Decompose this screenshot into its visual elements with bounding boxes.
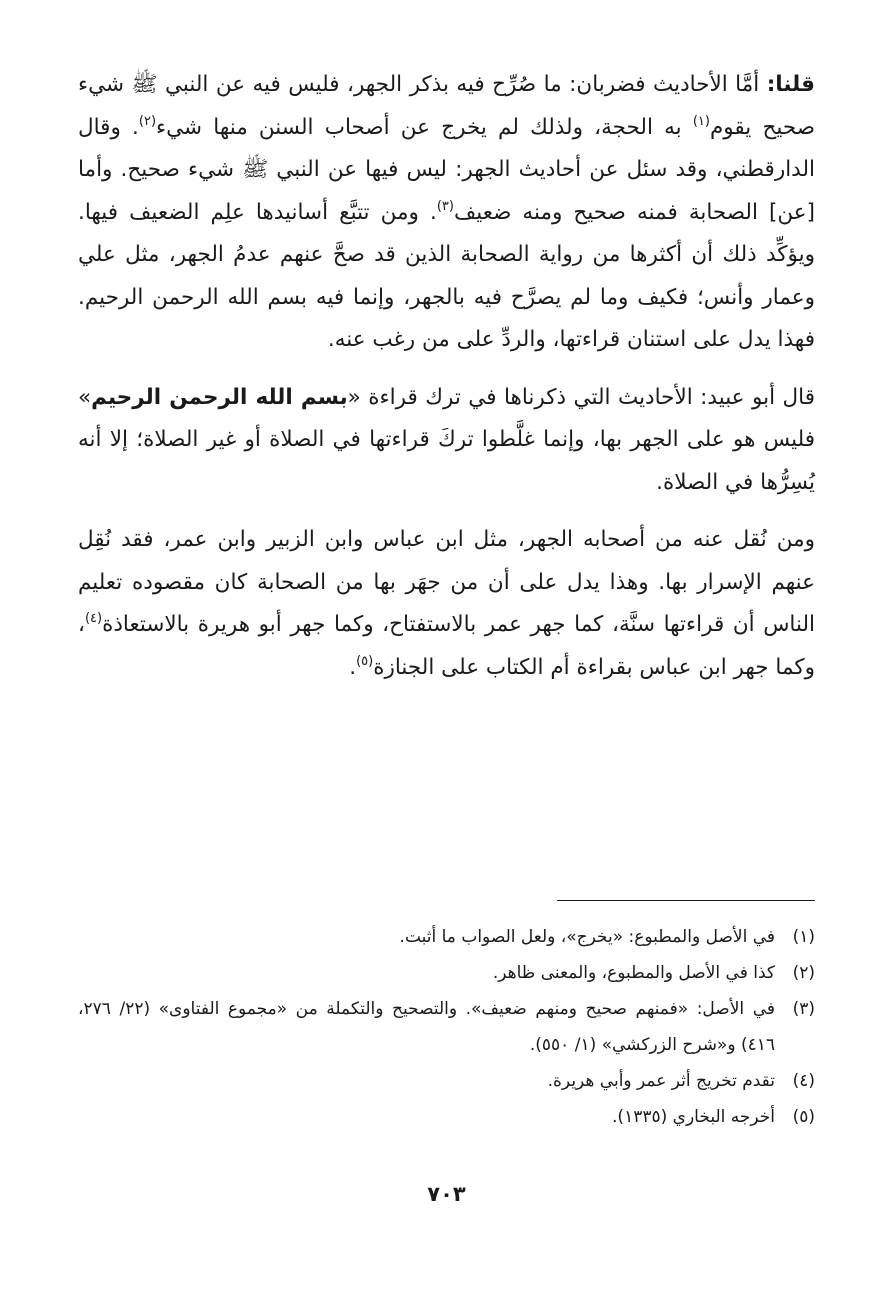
footnote-number: (١) bbox=[792, 927, 815, 947]
main-text bbox=[78, 64, 815, 689]
paragraph-1-text-b: به الحجة، ولذلك لم يخرج عن أصحاب السنن منها شيء bbox=[156, 114, 693, 140]
lead-word: قلنا: bbox=[766, 72, 815, 97]
footnote-ref-4: (٤) bbox=[84, 611, 103, 626]
paragraph-2 bbox=[78, 377, 815, 505]
footnote-1 bbox=[78, 919, 815, 955]
footnote-5 bbox=[78, 1099, 815, 1135]
paragraph-3-text-b: ، وكما جهر ابن عباس بقراءة أم الكتاب على الجنازة bbox=[78, 612, 815, 680]
paragraph-3 bbox=[78, 519, 815, 689]
page-number: ٧٠٣ bbox=[427, 1182, 466, 1206]
footnote-3 bbox=[78, 991, 815, 1063]
footnote-ref-2: (٢) bbox=[138, 113, 157, 129]
paragraph-1-text-d: . ومن تتبَّع أسانيدها علِم الضعيف فيها. ويؤكِّد ذلك أن أكثرها من رواية الصحابة الذين قد صحَّ عنهم عدمُ الجهر، مثل علي وعمار وأنس؛ فكيف وما لم يصرَّح فيه بالجهر، وإنما فيه بسم الله الرحمن الرحيم. فهذا يدل على استنان قراءتها، والردِّ على من رغب عنه. bbox=[78, 199, 815, 352]
footnote-number: (٣) bbox=[792, 999, 815, 1019]
paragraph-2-text-a: قال أبو عبيد: الأحاديث التي ذكرناها في ترك قراءة « bbox=[347, 384, 815, 410]
book-page bbox=[78, 64, 815, 1244]
footnote-ref-3: (٣) bbox=[436, 198, 454, 214]
footnote-text: كذا في الأصل والمطبوع، والمعنى ظاهر. bbox=[492, 963, 775, 983]
footnote-2 bbox=[78, 955, 815, 991]
footnote-4 bbox=[78, 1063, 815, 1099]
paragraph-1-text-c: . وقال الدارقطني، وقد سئل عن أحاديث الجهر: ليس فيها عن النبي ﷺ شيء صحيح. وأما [عن] الصحابة فمنه صحيح ومنه ضعيف bbox=[78, 114, 815, 225]
paragraph-3-text-c: . bbox=[349, 654, 357, 680]
footnote-number: (٢) bbox=[792, 963, 815, 983]
footnote-ref-1: (١) bbox=[692, 113, 710, 129]
footnote-number: (٥) bbox=[792, 1107, 815, 1127]
footnote-ref-5: (٥) bbox=[356, 653, 374, 669]
paragraph-2-text-b: » فليس هو على الجهر بها، وإنما غلَّطوا تركَ قراءتها في الصلاة أو غير الصلاة؛ إلا أنه يُسِرُّها في الصلاة. bbox=[78, 384, 815, 495]
basmala-bold: بسم الله الرحمن الرحيم bbox=[91, 384, 348, 410]
footnote-text: في الأصل: «فمنهم صحيح ومنهم ضعيف». والتصحيح والتكملة من «مجموع الفتاوى» (٢٢/ ٢٧٦، ٤١٦) و«شرح الزركشي» (١/ ٥٥٠). bbox=[78, 999, 775, 1055]
paragraph-1-text-a: أمَّا الأحاديث فضربان: ما صُرِّح فيه بذكر الجهر، فليس فيه عن النبي ﷺ شيء صحيح يقوم bbox=[78, 72, 815, 140]
footnotes bbox=[78, 919, 815, 1135]
footnote-text: تقدم تخريج أثر عمر وأبي هريرة. bbox=[547, 1071, 775, 1091]
paragraph-1 bbox=[78, 64, 815, 362]
footnote-text: في الأصل والمطبوع: «يخرج»، ولعل الصواب ما أثبت. bbox=[399, 927, 775, 947]
footnote-text: أخرجه البخاري (١٣٣٥). bbox=[612, 1107, 775, 1127]
footnote-separator bbox=[557, 900, 815, 901]
paragraph-3-text-a: ومن نُقل عنه من أصحابه الجهر، مثل ابن عباس وابن الزبير وابن عمر، فقد نُقِل عنهم الإسرار بها. وهذا يدل على أن من جهَر بها من الصحابة كان مقصوده تعليم الناس أن قراءتها سنَّة، كما جهر عمر بالاستفتاح، وكما جهر أبو هريرة بالاستعاذة bbox=[78, 527, 815, 637]
footnote-number: (٤) bbox=[792, 1071, 815, 1091]
